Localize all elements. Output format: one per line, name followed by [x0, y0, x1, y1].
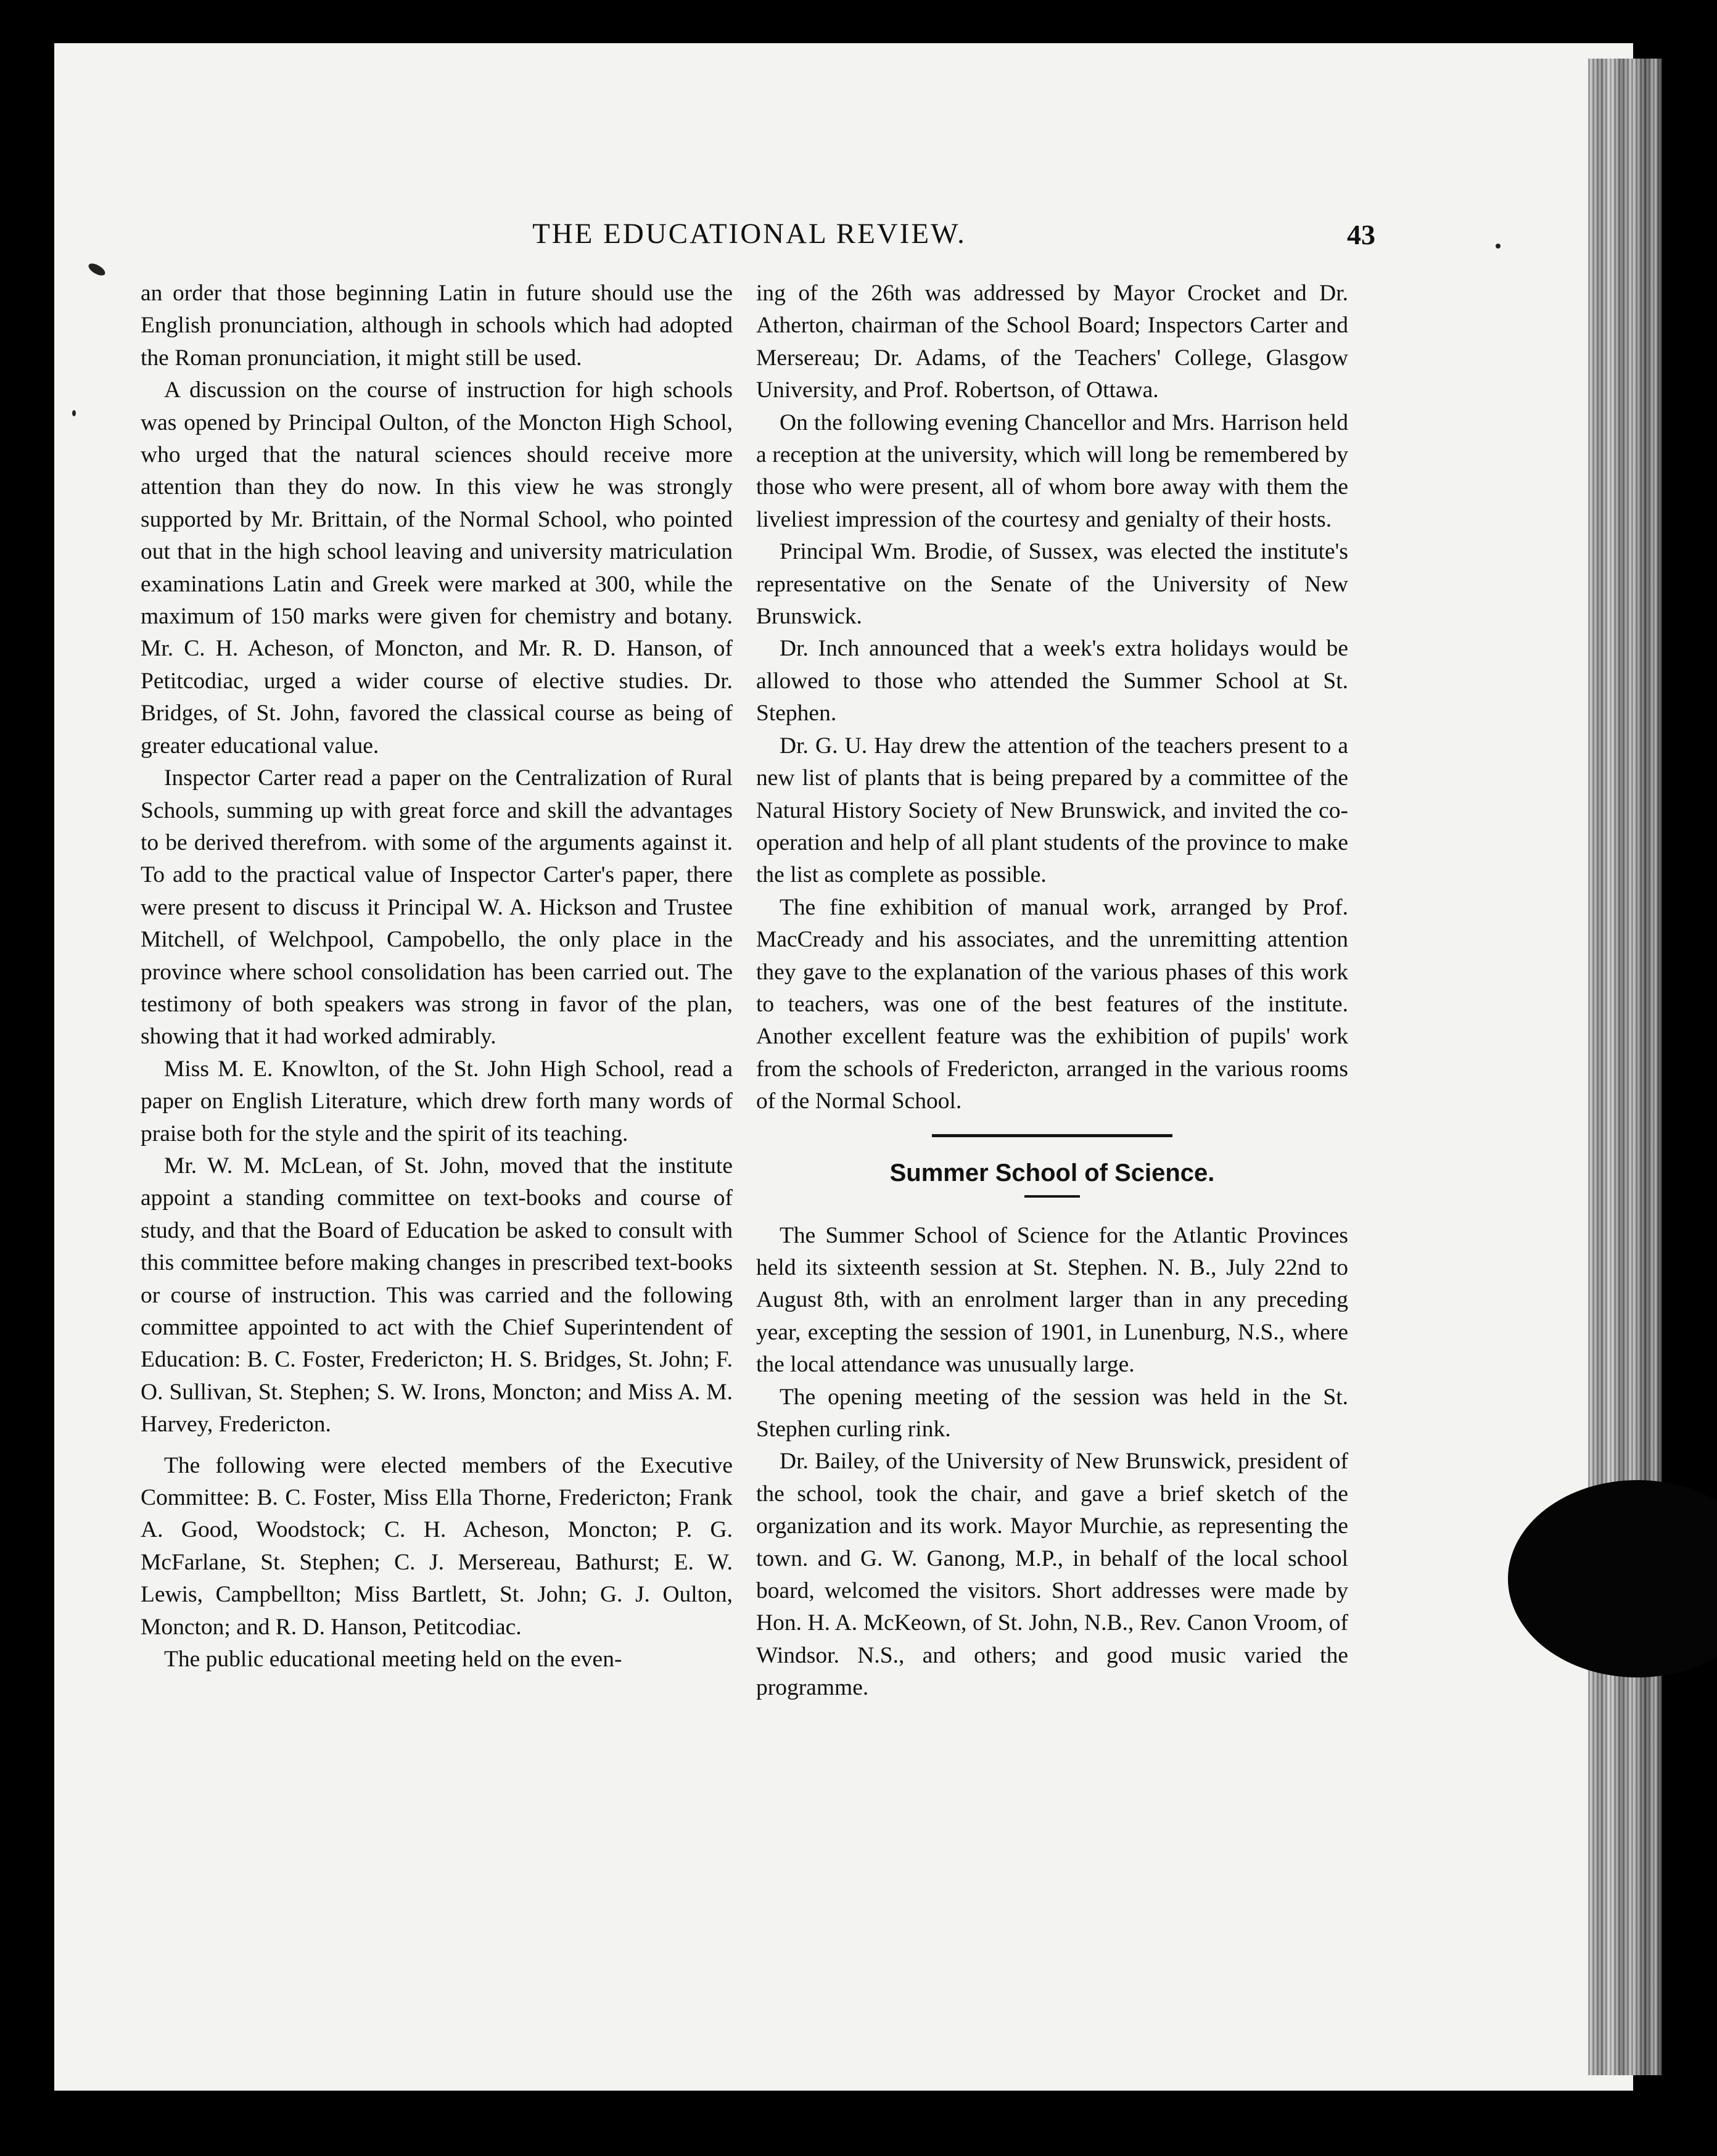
paragraph: Miss M. E. Knowlton, of the St. John High School, read a paper on English Literature, which drew forth many words of praise both for the style and the spirit of its teaching.: [141, 1056, 733, 1146]
left-column: [141, 278, 733, 1676]
right-column: [756, 278, 1348, 1705]
paragraph: Dr. G. U. Hay drew the attention of the teachers present to a new list of plants that is being prepared by a committee of the Natural History Society of New Brunswick, and invited the co-operation and help of all plant students of the province to make the list as complete as possible.: [756, 733, 1348, 888]
section-heading: Summer School of Science.: [889, 1159, 1215, 1187]
paragraph: Inspector Carter read a paper on the Centralization of Rural Schools, summing up with great force and skill the advantages to be derived therefrom. with some of the arguments against it. To add to the practical value of Inspector Carter's paper, there were present to discuss it Principal W. A. Hickson and Trustee Mitchell, of Welchpool, Campobello, the only place in the province where school consolidation has been carried out. The testimony of both speakers was strong in favor of the plan, showing that it had worked admirably.: [141, 765, 733, 1050]
paragraph: ing of the 26th was addressed by Mayor Crocket and Dr. Atherton, chairman of the School Board; Inspectors Carter and Mersereau; Dr. Adams, of the Teachers' College, Glasgow University, and Prof. Robertson, of Ottawa.: [756, 281, 1348, 403]
paragraph: The fine exhibition of manual work, arranged by Prof. MacCready and his associates, and the unremitting attention they gave to the explanation of the various phases of this work to teachers, was one of the best features of the institute. Another excellent feature was the exhibition of pupils' work from the schools of Fredericton, arranged in the various rooms of the Normal School.: [756, 894, 1348, 1114]
paragraph: an order that those beginning Latin in future should use the English pronunciation, although in schools which had adopted the Roman pronunciation, it might still be used.: [141, 281, 733, 371]
dust-speck: [72, 410, 76, 416]
paragraph: Dr. Inch announced that a week's extra holidays would be allowed to those who attended the Summer School at St. Stephen.: [756, 636, 1348, 726]
paragraph: The public educational meeting held on the even-: [164, 1647, 622, 1673]
paragraph: Mr. W. M. McLean, of St. John, moved that the institute appoint a standing committee on text-books and course of study, and that the Board of Education be asked to consult with this committee before making changes in prescribed text-books or course of instruction. This was carried and the following committee appointed to act with the Chief Superintendent of Education: B. C. Foster, Fredericton; H. S. Bridges, St. John; F. O. Sullivan, St. Stephen; S. W. Irons, Moncton; and Miss A. M. Harvey, Fredericton.: [141, 1153, 733, 1438]
running-header: [123, 217, 1375, 260]
journal-title: THE EDUCATIONAL REVIEW.: [532, 218, 966, 250]
dust-speck: [1496, 244, 1501, 249]
paragraph: The opening meeting of the session was held in the St. Stephen curling rink.: [756, 1384, 1348, 1442]
paragraph: Principal Wm. Brodie, of Sussex, was elected the institute's representative on the Senate of the University of New Brunswick.: [756, 539, 1348, 630]
paragraph: The following were elected members of the Executive Committee: B. C. Foster, Miss Ella Thorne, Fredericton; Frank A. Good, Woodstock; C. H. Acheson, Moncton; P. G. McFarlane, St. Stephen; C. J. Mersereau, Bathurst; E. W. Lewis, Campbellton; Miss Bartlett, St. John; G. J. Oulton, Moncton; and R. D. Hanson, Petitcodiac.: [141, 1452, 733, 1640]
paragraph: Dr. Bailey, of the University of New Brunswick, president of the school, took the chair, and gave a brief sketch of the organization and its work. Mayor Murchie, as representing the town. and G. W. Ganong, M.P., in behalf of the local school board, welcomed the visitors. Short addresses were made by Hon. H. A. McKeown, of St. John, N.B., Rev. Canon Vroom, of Windsor. N.S., and others; and good music varied the programme.: [756, 1449, 1348, 1701]
paragraph: A discussion on the course of instruction for high schools was opened by Principal Oulton, of the Moncton High School, who urged that the natural sciences should receive more attention than they do now. In this view he was strongly supported by Mr. Brittain, of the Normal School, who pointed out that in the high school leaving and university matriculation examinations Latin and Greek were marked at 300, while the maximum of 150 marks were given for chemistry and botany. Mr. C. H. Acheson, of Moncton, and Mr. R. D. Hanson, of Petitcodiac, urged a wider course of elective studies. Dr. Bridges, of St. John, favored the classical course as being of greater educational value.: [141, 377, 733, 759]
book-page-edges: [1588, 59, 1662, 2075]
page-number: 43: [1347, 219, 1375, 250]
heading-underline: [1024, 1195, 1080, 1198]
page-edge-stripes: [1588, 59, 1662, 2075]
section-divider: [932, 1134, 1172, 1137]
paragraph: The Summer School of Science for the Atlantic Provinces held its sixteenth session at St. Stephen. N. B., July 22nd to August 8th, with an enrolment larger than in any preceding year, excepting the session of 1901, in Lunenburg, N.S., where the local attendance was unusually large.: [756, 1222, 1348, 1378]
paragraph: On the following evening Chancellor and Mrs. Harrison held a reception at the university, which will long be remembered by those who were present, all of whom bore away with them the liveliest impression of the courtesy and genialty of their hosts.: [756, 409, 1348, 532]
